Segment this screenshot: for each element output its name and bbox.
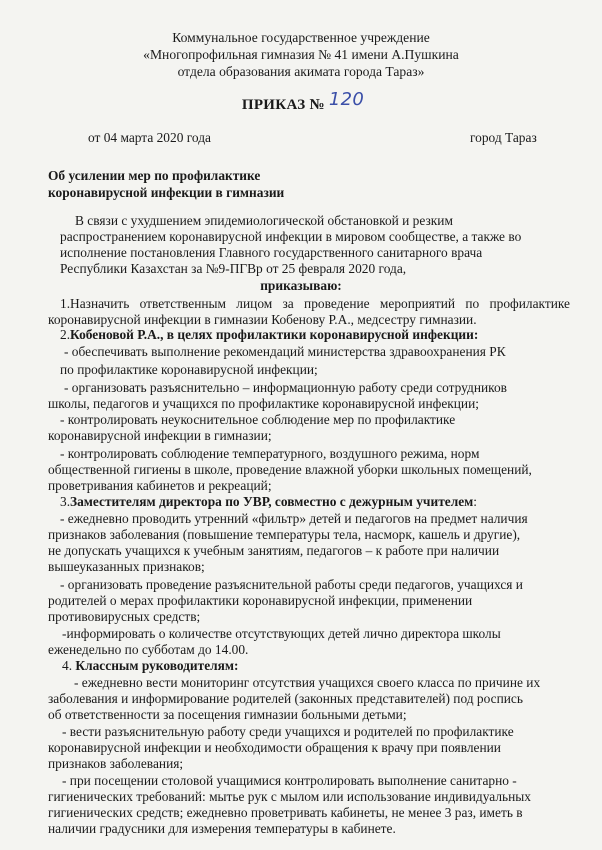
p2-item-3: - контролировать неукоснительное соблюдение мер по профилактике xyxy=(60,412,456,427)
p3-heading-text: Заместителям директора по УВР, совместно с дежурным учителем xyxy=(70,494,474,509)
p4-item-2-cont-1: коронавирусной инфекции и необходимости обращения к врачу при появлении xyxy=(48,740,501,755)
p3-item-1-cont-2: не допускать учащихся к учебным занятиям, педагогов – к работе при наличии xyxy=(48,543,500,558)
institution-department: отдела образования акимата города Тараз» xyxy=(177,64,425,79)
p3-item-2-cont-1: родителей о мерах профилактики коронавирусной инфекции, применении xyxy=(48,593,473,608)
p3-item-1-cont-3: вышеуказанных признаков; xyxy=(48,559,205,574)
p4-item-1-cont-2: об ответственности за посещения гимназии больными детьми; xyxy=(48,707,407,722)
p4-item-1: - ежедневно вести мониторинг отсутствия учащихся своего класса по причине их xyxy=(74,675,541,690)
p4-item-3: - при посещении столовой учащимися контролировать выполнение санитарно - xyxy=(62,773,517,788)
p1-line-1: 1.Назначить ответственным лицом за проведение мероприятий по профилактике xyxy=(60,296,570,311)
order-label: ПРИКАЗ № xyxy=(241,97,325,113)
preamble-line-4: Республики Казахстан за №9-ПГВр от 25 февраля 2020 года, xyxy=(60,261,407,276)
p4-item-3-cont-1: гигиенических требований: мытье рук с мылом или использование индивидуальных xyxy=(48,789,531,804)
order-city: город Тараз xyxy=(470,130,537,145)
p2-item-1-cont: по профилактике коронавирусной инфекции; xyxy=(60,362,318,377)
p4-number: 4. xyxy=(62,658,76,673)
p3-item-1-cont-1: признаков заболевания (повышение температуры тела, насморк, кашель и другие), xyxy=(48,527,521,542)
order-word: приказываю: xyxy=(260,278,342,293)
p2-number: 2. xyxy=(60,327,71,342)
p3-item-3-cont: еженедельно по субботам до 14.00. xyxy=(48,642,249,657)
order-date: от 04 марта 2020 года xyxy=(88,130,211,145)
p3-heading xyxy=(60,494,477,510)
p3-item-1: - ежедневно проводить утренний «фильтр» детей и педагогов на предмет наличия xyxy=(60,511,528,526)
institution-type: Коммунальное государственное учреждение xyxy=(172,30,430,45)
preamble-line-1: В связи с ухудшением эпидемиологической обстановкой и резким xyxy=(75,213,453,228)
p2-item-3-cont: коронавирусной инфекции в гимназии; xyxy=(48,428,272,443)
p3-heading-colon: : xyxy=(473,494,478,509)
p2-item-4-cont-2: проветривания кабинетов и рекреаций; xyxy=(48,478,272,493)
p4-item-3-cont-3: наличии градусники для измерения температуры в кабинете. xyxy=(48,821,396,836)
p3-number: 3. xyxy=(60,494,71,509)
p2-item-1: - обеспечивать выполнение рекомендаций министерства здравоохранения РК xyxy=(64,344,506,359)
subject-line-1: Об усилении мер по профилактике xyxy=(48,168,261,183)
p4-item-2: - вести разъяснительную работу среди учащихся и родителей по профилактике xyxy=(62,724,514,739)
p2-item-2-cont: школы, педагогов и учащихся по профилактике коронавирусной инфекции; xyxy=(48,396,479,411)
p4-heading xyxy=(62,658,239,674)
p2-heading xyxy=(60,327,478,343)
p4-item-2-cont-2: признаков заболевания; xyxy=(48,756,184,771)
p3-item-2-cont-2: противовирусных средств; xyxy=(48,609,201,624)
p2-item-2: - организовать разъяснительно – информационную работу среди сотрудников xyxy=(64,380,507,395)
preamble-line-2: распространением коронавирусной инфекции в мировом сообществе, а также во xyxy=(60,229,522,244)
p1-line-2: коронавирусной инфекции в гимназии Кобенову Р.А., медсестру гимназии. xyxy=(48,312,477,327)
p2-item-4-cont-1: общественной гигиены в школе, проведение влажной уборки школьных помещений, xyxy=(48,462,532,477)
p2-item-4: - контролировать соблюдение температурного, воздушного режима, норм xyxy=(60,446,480,461)
p3-item-2: - организовать проведение разъяснительной работы среди педагогов, учащихся и xyxy=(60,577,523,592)
subject-line-2: коронавирусной инфекции в гимназии xyxy=(48,185,285,200)
preamble-line-3: исполнение постановления Главного государственного санитарного врача xyxy=(60,245,483,260)
institution-name: «Многопрофильная гимназия № 41 имени А.Пушкина xyxy=(143,47,459,62)
p4-heading-text: Классным руководителям: xyxy=(75,658,239,673)
p3-item-3: -информировать о количестве отсутствующих детей лично директора школы xyxy=(62,626,501,641)
p4-item-3-cont-2: гигиенических средств; ежедневно проветривать кабинеты, не менее 3 раз, иметь в xyxy=(48,805,523,820)
p4-item-1-cont-1: заболевания и информирование родителей (законных представителей) под роспись xyxy=(48,691,523,706)
order-number-handwritten: 120 xyxy=(328,89,365,110)
order-title xyxy=(0,89,602,113)
p2-heading-text: Кобеновой Р.А., в целях профилактики коронавирусной инфекции: xyxy=(70,327,479,342)
